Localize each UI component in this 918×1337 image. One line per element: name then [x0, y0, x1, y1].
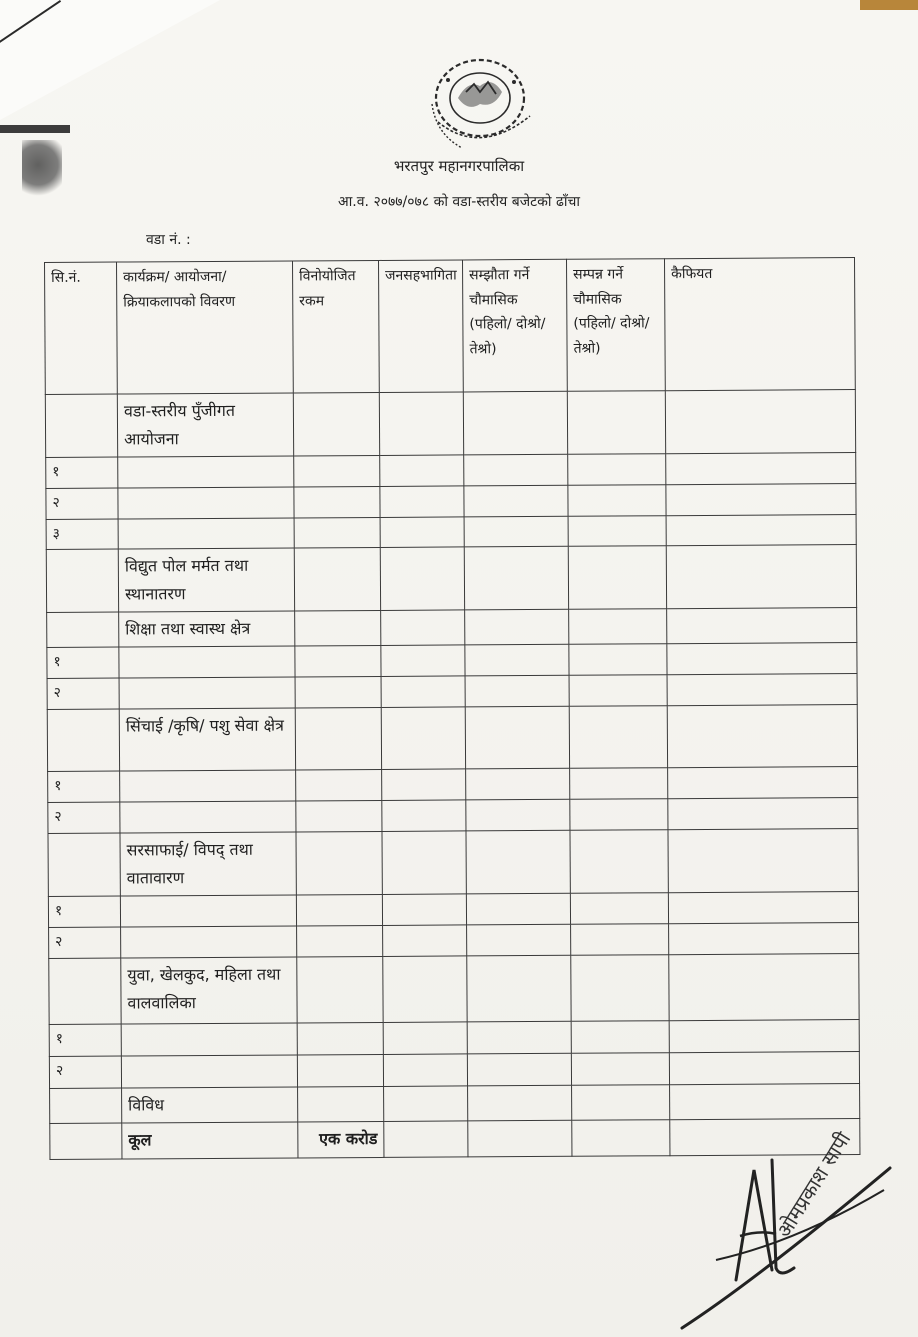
- municipality-seal-emblem: [418, 52, 544, 164]
- organization-name: भरतपुर महानगरपालिका: [393, 157, 525, 175]
- row-description: [120, 801, 296, 833]
- row-serial: २: [49, 927, 121, 958]
- table-row: [50, 1083, 860, 1123]
- row-serial: १: [46, 457, 118, 488]
- row-description: विविध: [122, 1087, 298, 1123]
- column-header-serial: सि.नं.: [45, 262, 118, 394]
- column-header-completion-quarter: सम्पन्न गर्ने चौमासिक (पहिलो/ दोश्रो/ तेश्रो): [566, 259, 665, 392]
- table-row: [46, 483, 856, 519]
- table-row: [48, 891, 858, 927]
- row-serial: [50, 1088, 122, 1123]
- row-serial: २: [48, 802, 120, 833]
- scan-artifact-corner: [860, 0, 918, 10]
- column-header-description: कार्यक्रम/ आयोजना/ क्रियाकलापको विवरण: [117, 261, 294, 394]
- column-header-remarks: कैफियत: [664, 258, 855, 391]
- row-description: विद्युत पोल मर्मत तथा स्थानातरण: [118, 548, 294, 612]
- ward-budget-table: [44, 257, 860, 1160]
- table-row: [46, 545, 856, 613]
- table-row: [45, 390, 855, 458]
- table-header-row: [45, 258, 856, 395]
- column-header-agreement-quarter: सम्झौता गर्ने चौमासिक (पहिलो/ दोश्रो/ तेश्रो): [462, 259, 567, 392]
- signatory-name: ओमप्रकाश सापी: [771, 1127, 856, 1242]
- row-description: युवा, खेलकुद, महिला तथा वालवालिका: [121, 957, 297, 1024]
- row-serial: [49, 958, 121, 1024]
- row-serial: [45, 394, 117, 457]
- row-description: शिक्षा तथा स्वास्थ क्षेत्र: [119, 611, 295, 647]
- row-description: वडा-स्तरीय पुँजीगत आयोजना: [117, 393, 293, 457]
- row-serial: [46, 549, 118, 612]
- row-serial: [48, 833, 120, 896]
- table-row: [48, 767, 858, 803]
- row-description: [121, 1055, 297, 1088]
- row-description: [118, 487, 294, 519]
- row-description: [120, 895, 296, 927]
- row-serial: [47, 612, 119, 647]
- table-row: [47, 674, 857, 710]
- row-serial: २: [47, 678, 119, 709]
- table-row: [48, 828, 858, 896]
- table-row: [46, 514, 856, 550]
- table-row: [48, 797, 858, 833]
- document-title: आ.व. २०७७/०७८ को वडा-स्तरीय बजेटको ढाँचा: [338, 194, 580, 210]
- table-row: [47, 608, 857, 648]
- row-serial: २: [46, 488, 118, 519]
- row-serial: [47, 709, 119, 771]
- table-row: [49, 1051, 859, 1088]
- row-description: सिंचाई /कृषि/ पशु सेवा क्षेत्र: [119, 708, 295, 771]
- row-description: [121, 1023, 297, 1056]
- row-serial: ३: [46, 519, 118, 550]
- column-header-public-participation: जनसहभागिता: [378, 260, 463, 393]
- total-amount: एक करोड: [298, 1121, 384, 1158]
- table-row: [47, 705, 857, 772]
- column-header-allocated-amount: विनोयोजित रकम: [292, 260, 379, 393]
- scan-artifact-bar: [0, 125, 70, 133]
- row-serial: २: [49, 1056, 121, 1088]
- total-label: कूल: [122, 1122, 298, 1159]
- row-description: [118, 518, 294, 550]
- row-serial: १: [48, 771, 120, 802]
- ward-number-label: वडा नं. :: [146, 232, 191, 248]
- budget-table-wrapper: [44, 257, 859, 1160]
- row-description: [121, 926, 297, 958]
- row-serial: १: [47, 647, 119, 678]
- row-description: [120, 770, 296, 802]
- row-description: सरसाफाई/ विपद् तथा वातावारण: [120, 832, 296, 896]
- row-description: [119, 646, 295, 678]
- table-row: [49, 922, 859, 958]
- table-row: [49, 953, 859, 1024]
- row-description: [118, 456, 294, 488]
- table-row: [47, 643, 857, 679]
- signature-scribble: [676, 1150, 906, 1335]
- row-serial: १: [49, 1024, 121, 1056]
- row-serial: १: [48, 896, 120, 927]
- row-description: [119, 677, 295, 709]
- table-row: [46, 453, 856, 489]
- table-row: [49, 1019, 859, 1056]
